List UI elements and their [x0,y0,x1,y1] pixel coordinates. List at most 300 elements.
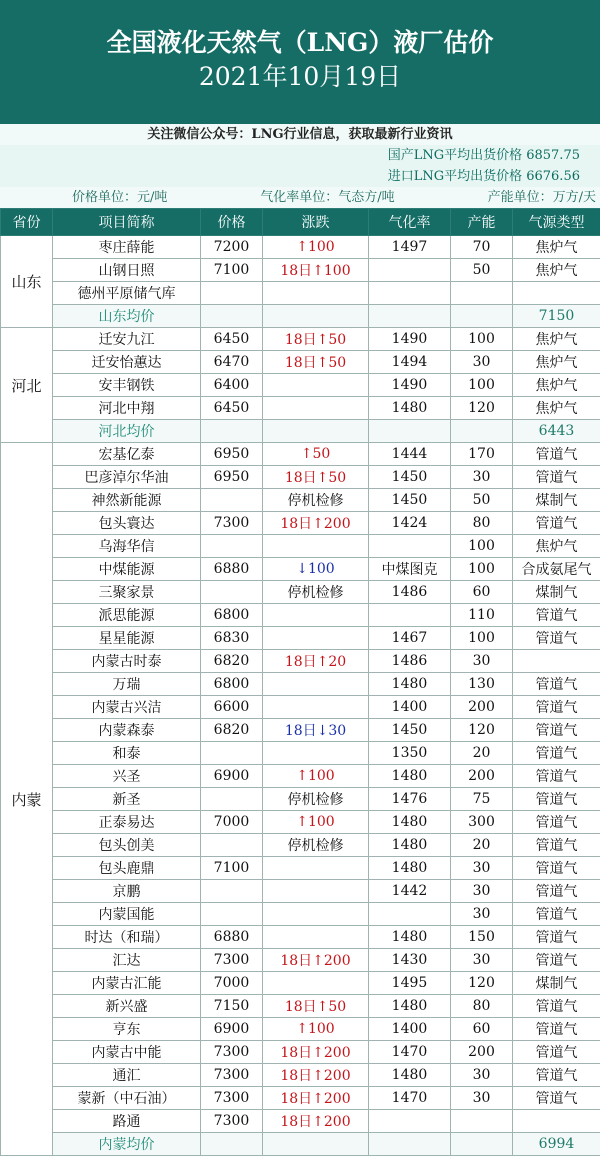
province-average-row [1,1133,600,1156]
gas-type-cell: 管道气 [513,742,600,765]
price-cell [201,581,263,604]
gas-rate-cell: 1494 [369,351,451,374]
change-cell: 18日↑50 [263,328,369,351]
project-name-cell: 巴彦淖尔华油 [53,466,201,489]
gas-rate-cell: 1350 [369,742,451,765]
project-name-cell: 神然新能源 [53,489,201,512]
change-cell: 停机检修 [263,581,369,604]
price-cell [201,489,263,512]
change-cell: 18日↑100 [263,259,369,282]
gas-type-cell: 焦炉气 [513,236,600,259]
gas-rate-cell: 1480 [369,765,451,788]
project-name-cell: 正泰易达 [53,811,201,834]
gas-rate-cell: 1400 [369,696,451,719]
project-name-cell: 汇达 [53,949,201,972]
change-cell: 18日↑50 [263,995,369,1018]
price-cell: 7300 [201,1110,263,1133]
gas-rate-cell: 1450 [369,719,451,742]
table-row [1,443,600,466]
price-cell: 6600 [201,696,263,719]
price-cell: 6900 [201,765,263,788]
project-name-cell: 德州平原储气库 [53,282,201,305]
units-row [0,187,600,208]
wechat-notice: 关注微信公众号：LNG行业信息，获取最新行业资讯 [147,127,453,142]
price-cell [201,282,263,305]
project-name-cell: 河北中翔 [53,397,201,420]
domestic-avg-price: 国产LNG平均出货价格 6857.75 [0,145,600,166]
project-name-cell: 山钢日照 [53,259,201,282]
capacity-cell: 30 [451,1064,513,1087]
gas-type-cell: 管道气 [513,788,600,811]
capacity-cell: 70 [451,236,513,259]
col-header-gas-type: 气源类型 [513,209,600,236]
table-row [1,236,600,259]
gas-type-cell: 管道气 [513,1087,600,1110]
change-cell [263,926,369,949]
gas-type-cell: 管道气 [513,1064,600,1087]
table-row [1,1041,600,1064]
price-cell [201,742,263,765]
empty-cell [369,1133,451,1156]
change-cell: 18日↑20 [263,650,369,673]
price-cell: 6830 [201,627,263,650]
project-name-cell: 迁安怡蕙达 [53,351,201,374]
gas-rate-cell [369,535,451,558]
price-cell: 7100 [201,857,263,880]
gas-type-cell: 管道气 [513,443,600,466]
gas-type-cell: 焦炉气 [513,259,600,282]
empty-cell [451,420,513,443]
gas-type-cell [513,650,600,673]
province-cell: 内蒙 [1,443,53,1156]
project-name-cell: 内蒙森泰 [53,719,201,742]
gas-type-cell: 焦炉气 [513,351,600,374]
gas-rate-cell: 1450 [369,466,451,489]
gas-rate-cell: 1400 [369,1018,451,1041]
change-cell [263,903,369,926]
table-row [1,673,600,696]
province-average-row [1,420,600,443]
capacity-cell: 100 [451,535,513,558]
capacity-cell: 100 [451,328,513,351]
table-row [1,259,600,282]
gas-type-cell: 管道气 [513,834,600,857]
change-cell: ↑100 [263,811,369,834]
price-cell: 6820 [201,650,263,673]
change-cell: 18日↓30 [263,719,369,742]
change-cell: 18日↑200 [263,1087,369,1110]
gas-type-cell: 管道气 [513,696,600,719]
empty-cell [263,1133,369,1156]
gas-type-cell: 管道气 [513,604,600,627]
gas-type-cell: 管道气 [513,949,600,972]
price-table [0,208,600,1156]
gas-rate-cell [369,903,451,926]
project-name-cell: 派思能源 [53,604,201,627]
gas-rate-cell: 1480 [369,926,451,949]
gas-type-cell: 管道气 [513,1018,600,1041]
price-cell: 6400 [201,374,263,397]
capacity-cell: 30 [451,949,513,972]
price-cell: 7000 [201,811,263,834]
change-cell [263,742,369,765]
gas-rate-cell: 1470 [369,1087,451,1110]
change-cell [263,535,369,558]
gas-rate-cell: 1444 [369,443,451,466]
change-cell [263,374,369,397]
table-row [1,604,600,627]
capacity-cell: 150 [451,926,513,949]
imported-avg-price: 进口LNG平均出货价格 6676.56 [0,166,600,187]
info-panel [0,124,600,208]
price-cell [201,834,263,857]
project-name-cell: 内蒙古中能 [53,1041,201,1064]
gas-rate-cell: 1490 [369,328,451,351]
change-cell: ↓100 [263,558,369,581]
price-cell: 6880 [201,926,263,949]
gas-type-cell: 管道气 [513,673,600,696]
capacity-cell: 30 [451,1087,513,1110]
gas-type-cell: 管道气 [513,765,600,788]
price-cell: 6800 [201,604,263,627]
col-header-price: 价格 [201,209,263,236]
capacity-cell: 75 [451,788,513,811]
table-header-row [1,209,600,236]
change-cell: 18日↑50 [263,466,369,489]
price-cell [201,903,263,926]
gas-type-cell: 管道气 [513,995,600,1018]
capacity-cell [451,1110,513,1133]
change-cell [263,880,369,903]
change-cell: ↑100 [263,765,369,788]
price-cell: 7300 [201,1041,263,1064]
capacity-cell: 30 [451,880,513,903]
gas-rate-cell [369,604,451,627]
gas-rate-cell: 中煤图克 [369,558,451,581]
province-cell: 山东 [1,236,53,328]
price-cell: 6950 [201,466,263,489]
average-label: 山东均价 [53,305,201,328]
project-name-cell: 星星能源 [53,627,201,650]
gas-rate-unit: 气化率单位：气态方/吨 [260,190,395,205]
table-row [1,328,600,351]
table-row [1,1064,600,1087]
project-name-cell: 内蒙古汇能 [53,972,201,995]
project-name-cell: 包头鹿鼎 [53,857,201,880]
change-cell [263,696,369,719]
table-row [1,811,600,834]
change-cell [263,627,369,650]
price-cell: 7300 [201,1064,263,1087]
gas-type-cell: 管道气 [513,880,600,903]
gas-rate-cell: 1497 [369,236,451,259]
empty-cell [263,420,369,443]
table-row [1,1018,600,1041]
price-cell: 7300 [201,949,263,972]
gas-rate-cell: 1480 [369,397,451,420]
capacity-cell: 20 [451,742,513,765]
change-cell [263,604,369,627]
gas-type-cell: 焦炉气 [513,535,600,558]
gas-type-cell: 管道气 [513,926,600,949]
empty-cell [201,305,263,328]
gas-type-cell: 焦炉气 [513,397,600,420]
page-header [0,0,600,124]
project-name-cell: 新圣 [53,788,201,811]
table-row [1,1087,600,1110]
project-name-cell: 内蒙国能 [53,903,201,926]
gas-type-cell: 管道气 [513,719,600,742]
province-cell: 河北 [1,328,53,443]
capacity-cell: 200 [451,1041,513,1064]
project-name-cell: 内蒙古时泰 [53,650,201,673]
table-row [1,880,600,903]
capacity-cell: 20 [451,834,513,857]
gas-rate-cell: 1486 [369,581,451,604]
table-row [1,581,600,604]
gas-type-cell [513,1110,600,1133]
capacity-cell: 130 [451,673,513,696]
gas-type-cell: 管道气 [513,466,600,489]
project-name-cell: 京鹏 [53,880,201,903]
gas-rate-cell: 1476 [369,788,451,811]
project-name-cell: 路通 [53,1110,201,1133]
gas-rate-cell: 1480 [369,1064,451,1087]
capacity-cell: 170 [451,443,513,466]
price-cell: 7150 [201,995,263,1018]
capacity-cell: 30 [451,650,513,673]
gas-rate-cell: 1467 [369,627,451,650]
project-name-cell: 三聚家景 [53,581,201,604]
capacity-cell: 60 [451,1018,513,1041]
price-cell: 6470 [201,351,263,374]
col-header-project: 项目简称 [53,209,201,236]
capacity-cell: 300 [451,811,513,834]
capacity-cell: 120 [451,719,513,742]
col-header-province: 省份 [1,209,53,236]
gas-type-cell: 煤制气 [513,489,600,512]
project-name-cell: 宏基亿泰 [53,443,201,466]
project-name-cell: 枣庄薛能 [53,236,201,259]
price-cell: 6450 [201,397,263,420]
average-value: 6994 [513,1133,600,1156]
table-row [1,650,600,673]
table-row [1,282,600,305]
change-cell [263,673,369,696]
gas-type-cell: 管道气 [513,857,600,880]
table-row [1,972,600,995]
table-row [1,558,600,581]
change-cell: 18日↑200 [263,949,369,972]
project-name-cell: 和泰 [53,742,201,765]
capacity-cell: 110 [451,604,513,627]
change-cell: 18日↑200 [263,1064,369,1087]
price-cell: 7300 [201,1087,263,1110]
change-cell: 停机检修 [263,788,369,811]
table-row [1,719,600,742]
price-cell: 7200 [201,236,263,259]
table-row [1,949,600,972]
gas-type-cell: 合成氨尾气 [513,558,600,581]
change-cell: 停机检修 [263,489,369,512]
gas-type-cell: 煤制气 [513,972,600,995]
gas-type-cell: 管道气 [513,512,600,535]
capacity-cell: 80 [451,512,513,535]
capacity-cell: 30 [451,903,513,926]
table-row [1,696,600,719]
capacity-cell: 60 [451,581,513,604]
change-cell: ↑50 [263,443,369,466]
table-row [1,397,600,420]
capacity-cell: 80 [451,995,513,1018]
price-cell: 6800 [201,673,263,696]
gas-type-cell: 管道气 [513,1041,600,1064]
price-cell: 6450 [201,328,263,351]
capacity-cell: 50 [451,259,513,282]
table-row [1,627,600,650]
project-name-cell: 时达（和瑞） [53,926,201,949]
table-row [1,834,600,857]
capacity-cell: 100 [451,627,513,650]
table-row [1,995,600,1018]
capacity-cell: 120 [451,972,513,995]
change-cell [263,397,369,420]
capacity-cell: 100 [451,558,513,581]
table-row [1,351,600,374]
gas-rate-cell: 1490 [369,374,451,397]
price-cell: 6950 [201,443,263,466]
project-name-cell: 安丰钢铁 [53,374,201,397]
average-label: 河北均价 [53,420,201,443]
gas-type-cell: 管道气 [513,627,600,650]
average-value: 6443 [513,420,600,443]
project-name-cell: 亨东 [53,1018,201,1041]
capacity-cell: 200 [451,765,513,788]
project-name-cell: 通汇 [53,1064,201,1087]
average-value: 7150 [513,305,600,328]
price-cell [201,535,263,558]
table-row [1,765,600,788]
gas-rate-cell: 1480 [369,811,451,834]
empty-cell [369,420,451,443]
capacity-cell: 200 [451,696,513,719]
project-name-cell: 兴圣 [53,765,201,788]
price-cell: 7300 [201,512,263,535]
col-header-gas-rate: 气化率 [369,209,451,236]
col-header-capacity: 产能 [451,209,513,236]
gas-rate-cell: 1480 [369,834,451,857]
table-row [1,788,600,811]
gas-rate-cell: 1495 [369,972,451,995]
table-row [1,489,600,512]
gas-rate-cell [369,1110,451,1133]
price-cell: 7100 [201,259,263,282]
project-name-cell: 迁安九江 [53,328,201,351]
empty-cell [451,1133,513,1156]
price-unit: 价格单位：元/吨 [72,190,168,205]
gas-rate-cell: 1442 [369,880,451,903]
table-row [1,512,600,535]
gas-rate-cell: 1486 [369,650,451,673]
empty-cell [263,305,369,328]
change-cell: ↑100 [263,236,369,259]
change-cell [263,857,369,880]
table-row [1,926,600,949]
capacity-cell: 30 [451,466,513,489]
change-cell: 18日↑50 [263,351,369,374]
gas-rate-cell [369,282,451,305]
gas-type-cell: 管道气 [513,811,600,834]
province-average-row [1,305,600,328]
change-cell [263,972,369,995]
capacity-cell: 120 [451,397,513,420]
empty-cell [451,305,513,328]
gas-rate-cell: 1480 [369,995,451,1018]
table-row [1,466,600,489]
change-cell: 18日↑200 [263,1041,369,1064]
table-row [1,857,600,880]
price-cell: 6820 [201,719,263,742]
price-cell: 6880 [201,558,263,581]
gas-type-cell: 焦炉气 [513,328,600,351]
change-cell [263,282,369,305]
change-cell: ↑100 [263,1018,369,1041]
price-cell: 6900 [201,1018,263,1041]
gas-rate-cell: 1480 [369,857,451,880]
project-name-cell: 包头创美 [53,834,201,857]
capacity-cell: 30 [451,857,513,880]
price-cell [201,788,263,811]
project-name-cell: 内蒙古兴洁 [53,696,201,719]
table-body [1,236,600,1156]
gas-rate-cell: 1470 [369,1041,451,1064]
gas-rate-cell: 1430 [369,949,451,972]
price-cell: 7000 [201,972,263,995]
change-cell: 18日↑200 [263,512,369,535]
average-label: 内蒙均价 [53,1133,201,1156]
gas-rate-cell: 1480 [369,673,451,696]
capacity-cell [451,282,513,305]
change-cell: 18日↑200 [263,1110,369,1133]
change-cell: 停机检修 [263,834,369,857]
table-row [1,742,600,765]
gas-rate-cell [369,259,451,282]
project-name-cell: 包头寰达 [53,512,201,535]
empty-cell [369,305,451,328]
page-date: 2021年10月19日 [198,62,402,91]
capacity-unit: 产能单位：万方/天 [487,190,596,205]
capacity-cell: 50 [451,489,513,512]
empty-cell [201,1133,263,1156]
gas-rate-cell: 1450 [369,489,451,512]
col-header-change: 涨跌 [263,209,369,236]
table-row [1,903,600,926]
table-row [1,1110,600,1133]
gas-rate-cell: 1424 [369,512,451,535]
project-name-cell: 蒙新（中石油） [53,1087,201,1110]
project-name-cell: 乌海华信 [53,535,201,558]
gas-type-cell [513,282,600,305]
empty-cell [201,420,263,443]
table-row [1,535,600,558]
price-cell [201,880,263,903]
gas-type-cell: 管道气 [513,903,600,926]
capacity-cell: 30 [451,351,513,374]
project-name-cell: 中煤能源 [53,558,201,581]
project-name-cell: 万瑞 [53,673,201,696]
capacity-cell: 100 [451,374,513,397]
page-title: 全国液化天然气（LNG）液厂估价 [106,28,494,57]
